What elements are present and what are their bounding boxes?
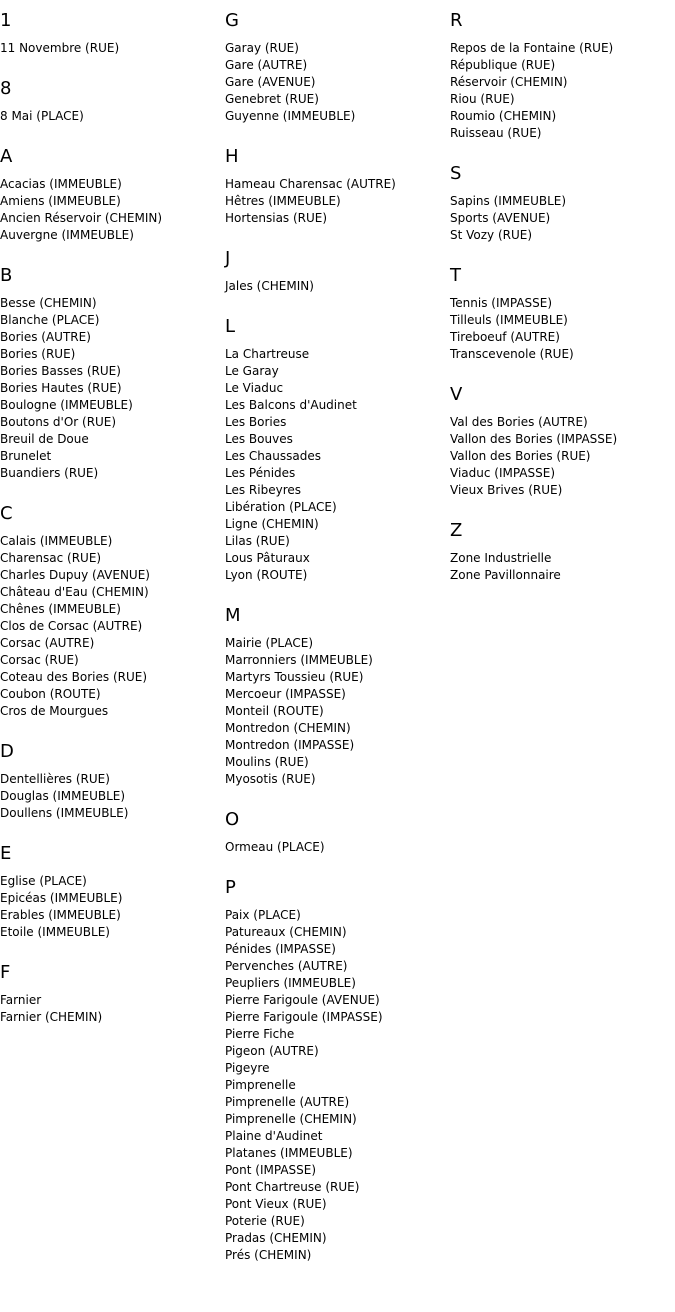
street-item[interactable]: Auvergne (IMMEUBLE) [0, 228, 134, 242]
street-item[interactable]: Breuil de Doue [0, 432, 89, 446]
street-item[interactable]: Les Bouves [225, 432, 293, 446]
street-item[interactable]: Bories (RUE) [0, 347, 76, 361]
street-item[interactable]: Boutons d'Or (RUE) [0, 415, 117, 429]
letter-heading: F [0, 962, 11, 983]
street-item[interactable]: Paix (PLACE) [225, 908, 301, 922]
street-item[interactable]: Clos de Corsac (AUTRE) [0, 619, 143, 633]
street-item[interactable]: Farnier (CHEMIN) [0, 1010, 103, 1024]
letter-group [450, 520, 675, 584]
letter-heading: P [225, 877, 236, 898]
street-item[interactable]: Pimprenelle [225, 1078, 296, 1092]
street-item[interactable]: Transcevenole (RUE) [450, 347, 574, 361]
street-item[interactable]: Bories Hautes (RUE) [0, 381, 122, 395]
street-item[interactable]: Acacias (IMMEUBLE) [0, 177, 122, 191]
street-column-3 [450, 10, 675, 605]
street-item[interactable]: 11 Novembre (RUE) [0, 41, 120, 55]
street-item[interactable]: Vieux Brives (RUE) [450, 483, 563, 497]
street-item[interactable]: Tilleuls (IMMEUBLE) [450, 313, 568, 327]
street-item[interactable]: Platanes (IMMEUBLE) [225, 1146, 353, 1160]
street-item[interactable]: Lyon (ROUTE) [225, 568, 308, 582]
street-item[interactable]: Peupliers (IMMEUBLE) [225, 976, 356, 990]
street-item[interactable]: Patureaux (CHEMIN) [225, 925, 347, 939]
street-item[interactable]: Farnier [0, 993, 42, 1007]
street-item[interactable]: Sapins (IMMEUBLE) [450, 194, 567, 208]
street-item[interactable]: Lous Pâturaux [225, 551, 310, 565]
street-item[interactable]: Boulogne (IMMEUBLE) [0, 398, 133, 412]
letter-heading: V [450, 384, 463, 405]
letter-heading: M [225, 605, 241, 626]
street-item[interactable]: Tennis (IMPASSE) [450, 296, 553, 310]
street-item[interactable]: Les Bories [225, 415, 287, 429]
street-item[interactable]: Buandiers (RUE) [0, 466, 99, 480]
letter-heading: A [0, 146, 13, 167]
street-item[interactable]: Moulins (RUE) [225, 755, 309, 769]
street-item[interactable]: Pigeon (AUTRE) [225, 1044, 319, 1058]
street-item[interactable]: Corsac (AUTRE) [0, 636, 95, 650]
street-item[interactable]: 8 Mai (PLACE) [0, 109, 84, 123]
street-item[interactable]: Pervenches (AUTRE) [225, 959, 348, 973]
street-item[interactable]: Pradas (CHEMIN) [225, 1231, 327, 1245]
letter-group [0, 78, 225, 125]
letter-heading: O [225, 809, 240, 830]
street-item[interactable]: Jales (CHEMIN) [225, 279, 314, 293]
street-item[interactable]: Gare (AVENUE) [225, 75, 316, 89]
street-item[interactable]: Roumio (CHEMIN) [450, 109, 557, 123]
street-item[interactable]: Zone Pavillonnaire [450, 568, 561, 582]
street-item[interactable]: Montredon (CHEMIN) [225, 721, 351, 735]
street-item[interactable]: Mercoeur (IMPASSE) [225, 687, 346, 701]
street-item[interactable]: Les Pénides [225, 466, 296, 480]
street-item[interactable]: Montredon (IMPASSE) [225, 738, 355, 752]
letter-heading: J [225, 248, 231, 269]
street-item[interactable]: Pierre Fiche [225, 1027, 295, 1041]
street-item[interactable]: Blanche (PLACE) [0, 313, 100, 327]
letter-group [225, 809, 450, 856]
street-item[interactable]: Guyenne (IMMEUBLE) [225, 109, 356, 123]
street-item[interactable]: Prés (CHEMIN) [225, 1248, 312, 1262]
street-item[interactable]: Tireboeuf (AUTRE) [450, 330, 560, 344]
street-item[interactable]: Le Viaduc [225, 381, 284, 395]
street-item[interactable]: Dentellières (RUE) [0, 772, 110, 786]
letter-group [225, 10, 450, 125]
street-item[interactable]: Coubon (ROUTE) [0, 687, 101, 701]
street-item[interactable]: Bories Basses (RUE) [0, 364, 121, 378]
street-item[interactable]: Ligne (CHEMIN) [225, 517, 319, 531]
street-item[interactable]: Ormeau (PLACE) [225, 840, 325, 854]
street-item[interactable]: Pont Vieux (RUE) [225, 1197, 327, 1211]
street-item[interactable]: Charensac (RUE) [0, 551, 102, 565]
street-column-1 [0, 10, 225, 1047]
letter-heading: B [0, 265, 13, 286]
letter-group [0, 741, 225, 822]
street-item[interactable]: Vallon des Bories (IMPASSE) [450, 432, 618, 446]
street-item[interactable]: Coteau des Bories (RUE) [0, 670, 148, 684]
street-item[interactable]: Les Balcons d'Audinet [225, 398, 357, 412]
street-item[interactable]: Sports (AVENUE) [450, 211, 551, 225]
street-item[interactable]: Etoile (IMMEUBLE) [0, 925, 110, 939]
street-item[interactable]: Brunelet [0, 449, 52, 463]
street-item[interactable]: Les Chaussades [225, 449, 321, 463]
street-item[interactable]: Riou (RUE) [450, 92, 515, 106]
street-item[interactable]: Poterie (RUE) [225, 1214, 305, 1228]
street-item[interactable]: Réservoir (CHEMIN) [450, 75, 568, 89]
street-column-2 [225, 10, 450, 1285]
street-item[interactable]: Pénides (IMPASSE) [225, 942, 336, 956]
letter-heading: R [450, 10, 463, 31]
letter-heading: E [0, 843, 12, 864]
letter-group [450, 10, 675, 142]
street-item[interactable]: Pierre Farigoule (AVENUE) [225, 993, 380, 1007]
street-item[interactable]: Pimprenelle (CHEMIN) [225, 1112, 357, 1126]
letter-heading: H [225, 146, 239, 167]
street-item[interactable]: La Chartreuse [225, 347, 310, 361]
letter-heading: 8 [0, 78, 12, 99]
letter-group [225, 877, 450, 1264]
street-item[interactable]: Ancien Réservoir (CHEMIN) [0, 211, 163, 225]
street-item[interactable]: Château d'Eau (CHEMIN) [0, 585, 149, 599]
street-item[interactable]: Plaine d'Audinet [225, 1129, 323, 1143]
street-item[interactable]: Epicéas (IMMEUBLE) [0, 891, 123, 905]
street-item[interactable]: Eglise (PLACE) [0, 874, 87, 888]
letter-heading: T [450, 265, 461, 286]
street-item[interactable]: Le Garay [225, 364, 279, 378]
letter-group [0, 10, 225, 57]
street-item[interactable]: Hortensias (RUE) [225, 211, 328, 225]
street-item[interactable]: Pimprenelle (AUTRE) [225, 1095, 350, 1109]
street-item[interactable]: Myosotis (RUE) [225, 772, 316, 786]
letter-heading: D [0, 741, 14, 762]
street-item[interactable]: Mairie (PLACE) [225, 636, 314, 650]
letter-group [0, 265, 225, 482]
street-item[interactable]: Repos de la Fontaine (RUE) [450, 41, 614, 55]
street-item[interactable]: Viaduc (IMPASSE) [450, 466, 556, 480]
letter-group [450, 384, 675, 499]
letter-group [0, 843, 225, 941]
street-item[interactable]: Pont (IMPASSE) [225, 1163, 317, 1177]
street-item[interactable]: Pont Chartreuse (RUE) [225, 1180, 360, 1194]
street-item[interactable]: Genebret (RUE) [225, 92, 319, 106]
street-item[interactable]: Charles Dupuy (AVENUE) [0, 568, 150, 582]
letter-heading: S [450, 163, 462, 184]
street-item[interactable]: St Vozy (RUE) [450, 228, 533, 242]
street-item[interactable]: Hêtres (IMMEUBLE) [225, 194, 341, 208]
street-item[interactable]: Chênes (IMMEUBLE) [0, 602, 121, 616]
letter-group [450, 265, 675, 363]
street-item[interactable]: Martyrs Toussieu (RUE) [225, 670, 364, 684]
letter-heading: G [225, 10, 239, 31]
street-item[interactable]: Hameau Charensac (AUTRE) [225, 177, 396, 191]
street-item[interactable]: Monteil (ROUTE) [225, 704, 324, 718]
street-item[interactable]: Val des Bories (AUTRE) [450, 415, 588, 429]
street-item[interactable]: Zone Industrielle [450, 551, 552, 565]
letter-group [0, 146, 225, 244]
letter-group [450, 163, 675, 244]
street-item[interactable]: Amiens (IMMEUBLE) [0, 194, 121, 208]
letter-heading: C [0, 503, 13, 524]
street-item[interactable]: République (RUE) [450, 58, 556, 72]
letter-heading: 1 [0, 10, 12, 31]
street-item[interactable]: Lilas (RUE) [225, 534, 290, 548]
letter-group [225, 248, 450, 295]
street-item[interactable]: Libération (PLACE) [225, 500, 337, 514]
letter-group [225, 316, 450, 584]
letter-heading: L [225, 316, 236, 337]
letter-heading: Z [450, 520, 463, 541]
street-item[interactable]: Besse (CHEMIN) [0, 296, 97, 310]
street-item[interactable]: Douglas (IMMEUBLE) [0, 789, 126, 803]
street-item[interactable]: Gare (AUTRE) [225, 58, 308, 72]
street-item[interactable]: Vallon des Bories (RUE) [450, 449, 591, 463]
letter-group [0, 962, 225, 1026]
street-item[interactable]: Calais (IMMEUBLE) [0, 534, 113, 548]
street-item[interactable]: Garay (RUE) [225, 41, 299, 55]
street-item[interactable]: Pierre Farigoule (IMPASSE) [225, 1010, 383, 1024]
street-item[interactable]: Marronniers (IMMEUBLE) [225, 653, 373, 667]
street-item[interactable]: Doullens (IMMEUBLE) [0, 806, 129, 820]
street-item[interactable]: Les Ribeyres [225, 483, 302, 497]
street-item[interactable]: Corsac (RUE) [0, 653, 79, 667]
letter-group [0, 503, 225, 720]
letter-group [225, 605, 450, 788]
street-item[interactable]: Pigeyre [225, 1061, 270, 1075]
street-item[interactable]: Ruisseau (RUE) [450, 126, 542, 140]
street-item[interactable]: Erables (IMMEUBLE) [0, 908, 121, 922]
street-item[interactable]: Bories (AUTRE) [0, 330, 91, 344]
street-item[interactable]: Cros de Mourgues [0, 704, 109, 718]
letter-group [225, 146, 450, 227]
